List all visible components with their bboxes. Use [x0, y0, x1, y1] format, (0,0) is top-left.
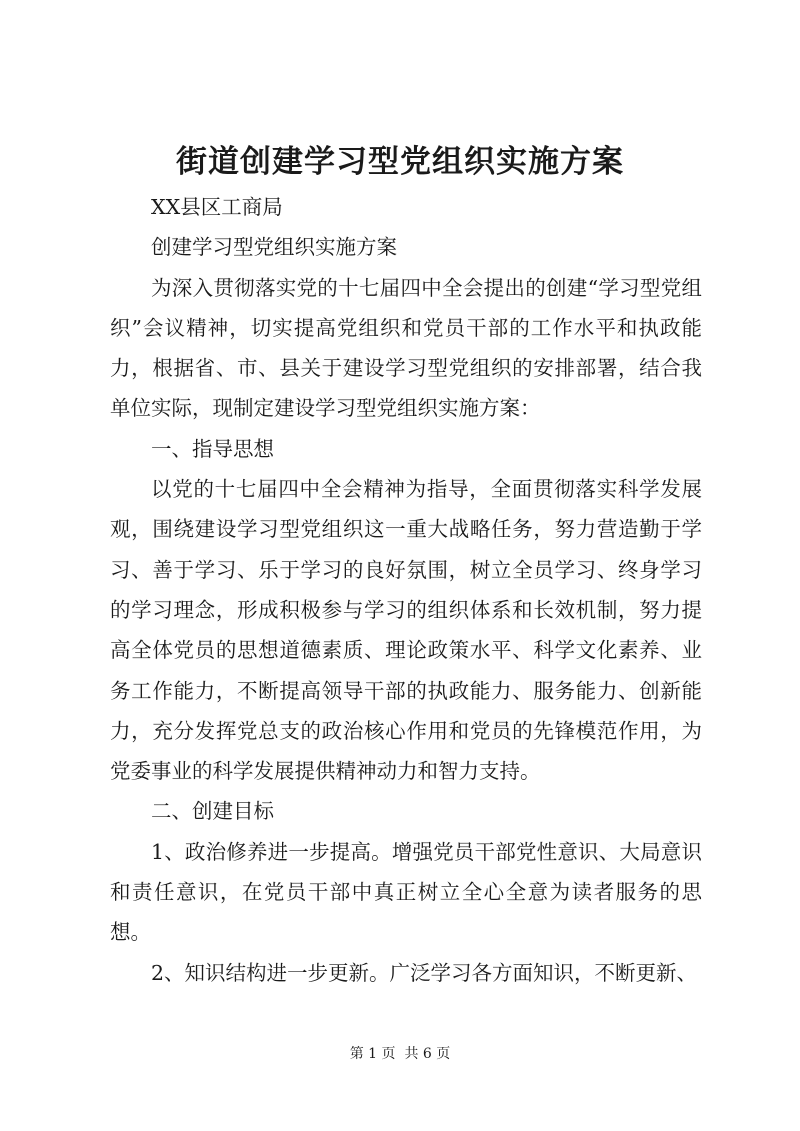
- goal-item-1: 1、政治修养进一步提高。增强党员干部党性意识、大局意识和责任意识，在党员干部中真正树立全心全意为读者服务的思想。: [110, 839, 702, 945]
- page-footer: [0, 1044, 800, 1064]
- section-heading-goals: 二、创建目标: [151, 799, 274, 824]
- section-heading-guiding-ideology: 一、指导思想: [151, 436, 274, 461]
- goal-item-2: 2、知识结构进一步更新。广泛学习各方面知识，不断更新、: [151, 960, 698, 985]
- document-title: 街道创建学习型党组织实施方案: [176, 144, 624, 180]
- org-name: XX县区工商局: [151, 195, 283, 219]
- intro-paragraph: 为深入贯彻落实党的十七届四中全会提出的创建“学习型党组织”会议精神，切实提高党组织和党员干部的工作水平和执政能力，根据省、市、县关于建设学习型党组织的安排部署，结合我单位实际，现制定建设学习型党组织实施方案：: [110, 275, 702, 421]
- page-number: 第 1 页 共 6 页: [349, 1046, 451, 1062]
- document-body: [110, 187, 702, 993]
- guiding-ideology-paragraph: 以党的十七届四中全会精神为指导，全面贯彻落实科学发展观，围绕建设学习型党组织这一重大战略任务，努力营造勤于学习、善于学习、乐于学习的良好氛围，树立全员学习、终身学习的学习理念，形成积极参与学习的组织体系和长效机制，努力提高全体党员的思想道德素质、理论政策水平、科学文化素养、业务工作能力，不断提高领导干部的执政能力、服务能力、创新能力，充分发挥党总支的政治核心作用和党员的先锋模范作用，为党委事业的科学发展提供精神动力和智力支持。: [110, 477, 702, 784]
- subtitle: 创建学习型党组织实施方案: [151, 235, 397, 260]
